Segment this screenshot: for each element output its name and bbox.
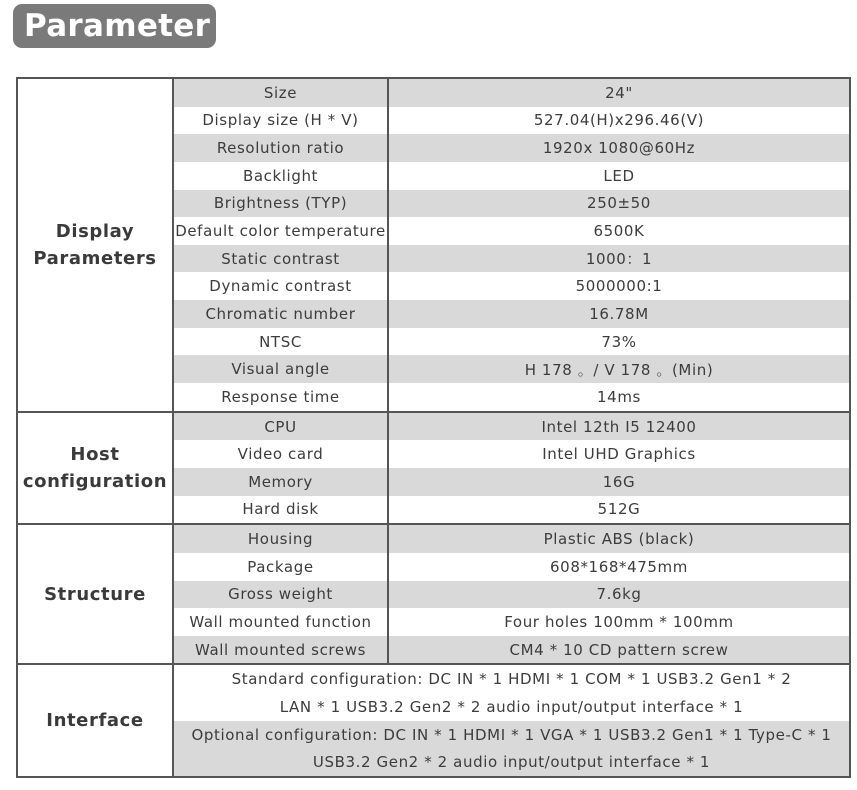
param-name: Dynamic contrast [173, 272, 388, 300]
param-value: CM4 * 10 CD pattern screw [388, 636, 850, 665]
param-value: 16.78M [388, 300, 850, 328]
param-name: Default color temperature [173, 217, 388, 245]
param-value: H 178 。/ V 178 。(Min) [388, 355, 850, 383]
table-row [17, 78, 850, 107]
section-label-line: Interface [46, 710, 144, 732]
param-name: Housing [173, 524, 388, 553]
param-value: Plastic ABS (black) [388, 524, 850, 553]
param-value: 527.04(H)x296.46(V) [388, 107, 850, 135]
param-value: Four holes 100mm * 100mm [388, 608, 850, 636]
param-value: 6500K [388, 217, 850, 245]
param-name: Resolution ratio [173, 134, 388, 162]
param-value: Intel UHD Graphics [388, 440, 850, 468]
parameter-table [16, 77, 851, 778]
section-label-line: Host [70, 443, 120, 465]
section-label-host [17, 412, 173, 525]
section-label-line: Structure [44, 583, 146, 605]
param-value: Intel 12th I5 12400 [388, 412, 850, 441]
param-name: Wall mounted screws [173, 636, 388, 665]
param-value: 1920x 1080@60Hz [388, 134, 850, 162]
param-name: Wall mounted function [173, 608, 388, 636]
table-row [17, 412, 850, 441]
section-label-line: Display [55, 220, 135, 242]
interface-line: Optional configuration: DC IN * 1 HDMI * 1 VGA * 1 USB3.2 Gen1 * 1 Type-C * 1 [173, 721, 850, 749]
section-label-interface [17, 664, 173, 777]
section-label-line: Parameters [33, 247, 157, 269]
param-name: Brightness (TYP) [173, 190, 388, 218]
param-value: 512G [388, 496, 850, 525]
param-name: Size [173, 78, 388, 107]
param-name: Hard disk [173, 496, 388, 525]
param-value: 24" [388, 78, 850, 107]
param-name: Visual angle [173, 355, 388, 383]
param-name: CPU [173, 412, 388, 441]
param-name: Gross weight [173, 581, 388, 609]
param-name: NTSC [173, 328, 388, 356]
param-name: Backlight [173, 162, 388, 190]
param-value: 14ms [388, 383, 850, 412]
param-name: Response time [173, 383, 388, 412]
param-value: 608*168*475mm [388, 553, 850, 581]
interface-line: Standard configuration: DC IN * 1 HDMI * 1 COM * 1 USB3.2 Gen1 * 2 [173, 664, 850, 693]
table-row [17, 664, 850, 693]
param-name: Memory [173, 468, 388, 496]
param-name: Display size (H * V) [173, 107, 388, 135]
interface-line: USB3.2 Gen2 * 2 audio input/output interface * 1 [173, 748, 850, 777]
page-title: Parameter [13, 4, 216, 48]
param-value: 73% [388, 328, 850, 356]
param-value: 1000：1 [388, 245, 850, 273]
section-label-display [17, 78, 173, 412]
param-name: Video card [173, 440, 388, 468]
param-name: Static contrast [173, 245, 388, 273]
section-label-line: configuration [22, 470, 168, 492]
param-name: Package [173, 553, 388, 581]
param-value: LED [388, 162, 850, 190]
interface-line: LAN * 1 USB3.2 Gen2 * 2 audio input/output interface * 1 [173, 693, 850, 721]
section-label-structure [17, 524, 173, 664]
param-value: 7.6kg [388, 581, 850, 609]
table-row [17, 524, 850, 553]
param-name: Chromatic number [173, 300, 388, 328]
param-value: 5000000:1 [388, 272, 850, 300]
param-value: 16G [388, 468, 850, 496]
param-value: 250±50 [388, 190, 850, 218]
